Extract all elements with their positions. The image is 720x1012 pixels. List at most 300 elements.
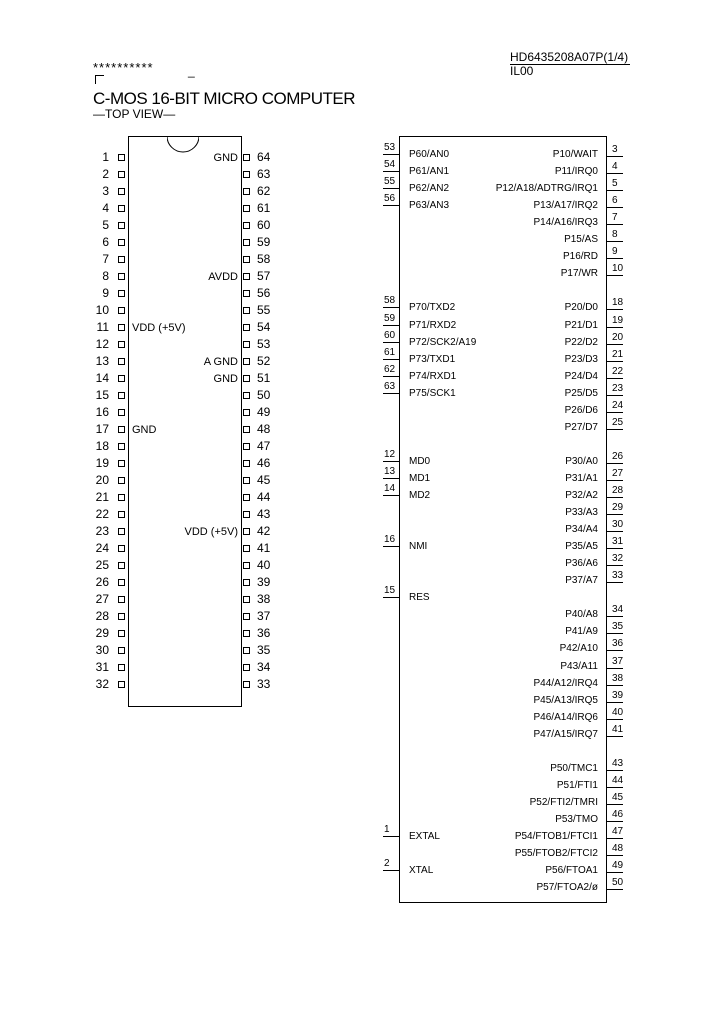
qfp-signal-label: P57/FTOA2/ø bbox=[536, 882, 598, 894]
dip-pin-pad bbox=[118, 154, 125, 161]
qfp-pin-lead bbox=[607, 429, 623, 430]
qfp-pin-number: 25 bbox=[612, 416, 624, 428]
page-title: C-MOS 16-BIT MICRO COMPUTER bbox=[93, 89, 355, 108]
dip-pin-number: 30 bbox=[95, 643, 109, 657]
dip-pin-pad bbox=[243, 273, 250, 280]
header-tick: _ bbox=[188, 64, 195, 78]
dip-pin-number: 54 bbox=[257, 320, 271, 334]
qfp-signal-label: P34/A4 bbox=[565, 524, 598, 536]
qfp-pin-number: 38 bbox=[612, 672, 624, 684]
qfp-pin-number: 39 bbox=[612, 689, 624, 701]
dip-pin-number: 63 bbox=[257, 167, 271, 181]
qfp-signal-label: P60/AN0 bbox=[409, 149, 450, 160]
dip-pin-number: 11 bbox=[96, 320, 109, 334]
dip-pin-number: 56 bbox=[257, 286, 271, 300]
qfp-pin-lead bbox=[607, 224, 623, 225]
dip-pin-number: 48 bbox=[257, 422, 271, 436]
dip-pin-number: 31 bbox=[95, 660, 109, 674]
dip-pin-pad bbox=[243, 171, 250, 178]
qfp-pin-lead bbox=[383, 342, 399, 343]
dip-pin-number: 38 bbox=[257, 592, 271, 606]
qfp-pin-lead bbox=[607, 633, 623, 634]
qfp-signal-label: P47/A15/IRQ7 bbox=[533, 728, 598, 740]
dip-pin-number: 39 bbox=[257, 575, 271, 589]
qfp-signal-label: P24/D4 bbox=[564, 370, 598, 382]
qfp-signal-label: P53/TMO bbox=[555, 813, 598, 825]
qfp-pin-number: 16 bbox=[384, 534, 396, 546]
qfp-pin-lead bbox=[607, 889, 623, 890]
dip-pin-label: AVDD bbox=[208, 271, 238, 283]
qfp-signal-label: RES bbox=[409, 592, 430, 604]
qfp-pin-lead bbox=[607, 241, 623, 242]
dip-pin-number: 20 bbox=[95, 473, 109, 487]
dip-notch-icon bbox=[167, 130, 199, 156]
qfp-pin-lead bbox=[607, 582, 623, 583]
qfp-pin-number: 32 bbox=[612, 553, 624, 565]
qfp-pin-number: 31 bbox=[612, 536, 624, 548]
qfp-pin-number: 3 bbox=[612, 144, 618, 155]
qfp-signal-label: MD1 bbox=[409, 472, 431, 484]
dip-pin-number: 49 bbox=[257, 405, 271, 419]
qfp-signal-label: P20/D0 bbox=[564, 302, 598, 314]
dip-pin-pad bbox=[118, 681, 125, 688]
dip-pin-number: 15 bbox=[95, 388, 109, 402]
dip-pin-pad bbox=[243, 562, 250, 569]
dip-pin-pad bbox=[118, 171, 125, 178]
dip-package-body bbox=[128, 136, 242, 707]
qfp-pin-number: 37 bbox=[612, 655, 624, 667]
dip-pin-pad bbox=[118, 341, 125, 348]
qfp-pin-number: 53 bbox=[384, 142, 396, 153]
dip-pin-number: 64 bbox=[257, 150, 271, 164]
dip-pin-number: 58 bbox=[257, 252, 271, 266]
dip-pin-pad bbox=[243, 426, 250, 433]
qfp-pin-lead bbox=[607, 838, 623, 839]
dip-pin-label: VDD (+5V) bbox=[184, 526, 238, 538]
qfp-pin-lead bbox=[383, 376, 399, 377]
qfp-pin-lead bbox=[607, 548, 623, 549]
dip-pin-pad bbox=[118, 290, 125, 297]
qfp-pin-number: 13 bbox=[384, 465, 396, 477]
qfp-pin-lead bbox=[607, 855, 623, 856]
dip-pin-number: 19 bbox=[95, 456, 109, 470]
qfp-signal-label: MD0 bbox=[409, 455, 431, 467]
qfp-pin-lead bbox=[607, 497, 623, 498]
qfp-pin-lead bbox=[607, 565, 623, 566]
dip-pin-pad bbox=[243, 409, 250, 416]
qfp-pin-number: 22 bbox=[612, 365, 624, 377]
dip-pin-pad bbox=[118, 239, 125, 246]
dip-pin-pad bbox=[243, 375, 250, 382]
qfp-pin-number: 36 bbox=[612, 638, 624, 650]
dip-pin-number: 25 bbox=[95, 558, 109, 572]
dip-pin-pad bbox=[118, 273, 125, 280]
dip-pin-pad bbox=[118, 256, 125, 263]
dip-pin-number: 2 bbox=[102, 167, 109, 181]
qfp-pin-number: 18 bbox=[612, 297, 624, 309]
dip-pin-number: 14 bbox=[95, 371, 109, 385]
qfp-pin-number: 19 bbox=[612, 314, 624, 326]
dip-pin-number: 3 bbox=[102, 184, 109, 198]
qfp-pin-lead bbox=[383, 478, 399, 479]
dip-pin-number: 43 bbox=[257, 507, 271, 521]
dip-pin-pad bbox=[118, 324, 125, 331]
dip-pin-pad bbox=[243, 613, 250, 620]
dip-pin-pad bbox=[243, 341, 250, 348]
qfp-signal-label: P25/D5 bbox=[564, 387, 598, 399]
dip-pin-number: 28 bbox=[95, 609, 109, 623]
document-revision: IL00 bbox=[510, 64, 534, 78]
dip-pin-pad bbox=[243, 205, 250, 212]
dip-pin-pad bbox=[243, 528, 250, 535]
dip-pin-pad bbox=[118, 460, 125, 467]
qfp-signal-label: P43/A11 bbox=[560, 660, 598, 672]
qfp-pin-lead bbox=[383, 154, 399, 155]
qfp-pin-lead bbox=[607, 463, 623, 464]
qfp-signal-label: P63/AN3 bbox=[409, 200, 450, 212]
dip-pin-number: 13 bbox=[95, 354, 109, 368]
qfp-pin-number: 50 bbox=[612, 877, 624, 889]
dip-pin-number: 33 bbox=[257, 677, 271, 691]
qfp-signal-label: P61/AN1 bbox=[409, 166, 450, 178]
qfp-pin-number: 14 bbox=[384, 483, 396, 494]
qfp-pin-number: 46 bbox=[612, 808, 624, 820]
qfp-pin-number: 30 bbox=[612, 519, 624, 531]
dip-pin-pad bbox=[243, 460, 250, 467]
qfp-pin-number: 40 bbox=[612, 706, 624, 718]
qfp-pin-number: 33 bbox=[612, 570, 624, 582]
dip-pin-pad bbox=[243, 239, 250, 246]
dip-pin-number: 7 bbox=[102, 252, 109, 266]
qfp-signal-label: P14/A16/IRQ3 bbox=[533, 217, 598, 229]
dip-pin-number: 26 bbox=[95, 575, 109, 589]
dip-pin-number: 35 bbox=[257, 643, 271, 657]
qfp-pin-number: 26 bbox=[612, 450, 624, 462]
qfp-pin-lead bbox=[607, 770, 623, 771]
dip-pin-number: 22 bbox=[95, 507, 109, 521]
dip-pin-pad bbox=[243, 307, 250, 314]
qfp-signal-label: P37/A7 bbox=[565, 575, 598, 587]
dip-pin-label: GND bbox=[132, 424, 157, 436]
qfp-pin-number: 9 bbox=[612, 246, 618, 258]
qfp-pin-lead bbox=[607, 361, 623, 362]
qfp-pin-number: 1 bbox=[384, 824, 390, 835]
dip-pin-number: 55 bbox=[257, 303, 271, 317]
qfp-pin-number: 44 bbox=[612, 774, 624, 786]
dip-pin-pad bbox=[243, 664, 250, 671]
dip-pin-number: 45 bbox=[257, 473, 271, 487]
qfp-pin-number: 62 bbox=[384, 363, 396, 375]
qfp-pin-number: 58 bbox=[384, 295, 396, 307]
qfp-signal-label: P44/A12/IRQ4 bbox=[533, 677, 598, 689]
qfp-pin-lead bbox=[607, 344, 623, 345]
qfp-pin-lead bbox=[607, 173, 623, 174]
dip-pin-number: 16 bbox=[95, 405, 109, 419]
qfp-pin-lead bbox=[383, 359, 399, 360]
dip-pin-pad bbox=[118, 562, 125, 569]
qfp-pin-lead bbox=[383, 171, 399, 172]
dip-pin-number: 37 bbox=[257, 609, 271, 623]
dip-pin-pad bbox=[118, 392, 125, 399]
qfp-signal-label: MD2 bbox=[409, 490, 431, 501]
qfp-pin-lead bbox=[607, 821, 623, 822]
qfp-pin-lead bbox=[607, 719, 623, 720]
qfp-pin-lead bbox=[383, 836, 399, 837]
qfp-signal-label: P36/A6 bbox=[565, 558, 598, 570]
dip-pin-number: 62 bbox=[257, 184, 271, 198]
qfp-signal-label: P41/A9 bbox=[565, 626, 598, 638]
dip-pin-number: 40 bbox=[257, 558, 271, 572]
qfp-pin-number: 10 bbox=[612, 263, 624, 275]
qfp-pin-number: 28 bbox=[612, 485, 624, 496]
corner-mark bbox=[95, 75, 104, 84]
qfp-pin-lead bbox=[607, 190, 623, 191]
qfp-pin-lead bbox=[383, 461, 399, 462]
dip-pin-number: 46 bbox=[257, 456, 271, 470]
qfp-pin-lead bbox=[607, 514, 623, 515]
page-subtitle: —TOP VIEW— bbox=[93, 107, 176, 121]
qfp-signal-label: P15/AS bbox=[564, 234, 598, 246]
dip-pin-pad bbox=[243, 494, 250, 501]
dip-pin-number: 27 bbox=[95, 592, 109, 606]
qfp-pin-lead bbox=[607, 480, 623, 481]
dip-pin-pad bbox=[118, 579, 125, 586]
qfp-pin-lead bbox=[607, 309, 623, 310]
dip-pin-number: 50 bbox=[257, 388, 271, 402]
dip-pin-pad bbox=[118, 647, 125, 654]
dip-pin-pad bbox=[243, 477, 250, 484]
qfp-signal-label: P13/A17/IRQ2 bbox=[533, 200, 598, 212]
qfp-pin-number: 56 bbox=[384, 193, 396, 205]
qfp-signal-label: P30/A0 bbox=[565, 455, 598, 467]
qfp-signal-label: P50/TMC1 bbox=[550, 762, 598, 774]
dip-pin-number: 61 bbox=[257, 201, 271, 215]
qfp-signal-label: XTAL bbox=[409, 865, 434, 877]
dip-pin-label: GND bbox=[213, 373, 238, 385]
qfp-pin-lead bbox=[607, 685, 623, 686]
dip-pin-number: 47 bbox=[257, 439, 271, 453]
qfp-pin-lead bbox=[607, 650, 623, 651]
qfp-pin-number: 5 bbox=[612, 178, 618, 190]
dip-pin-pad bbox=[243, 324, 250, 331]
qfp-pin-number: 59 bbox=[384, 312, 396, 324]
dip-pin-pad bbox=[118, 630, 125, 637]
qfp-pin-number: 63 bbox=[384, 380, 396, 392]
dip-pin-number: 4 bbox=[102, 201, 109, 215]
dip-pin-number: 5 bbox=[102, 218, 109, 232]
qfp-pin-lead bbox=[607, 616, 623, 617]
dip-pin-number: 10 bbox=[95, 303, 109, 317]
qfp-pin-number: 27 bbox=[612, 467, 624, 479]
dip-pin-pad bbox=[118, 443, 125, 450]
dip-pin-label: GND bbox=[213, 152, 238, 164]
qfp-pin-lead bbox=[607, 207, 623, 208]
dip-pin-pad bbox=[118, 188, 125, 195]
qfp-pin-number: 60 bbox=[384, 329, 396, 341]
qfp-pin-lead bbox=[607, 736, 623, 737]
dip-pin-pad bbox=[243, 511, 250, 518]
qfp-signal-label: P51/FTI1 bbox=[556, 779, 598, 791]
dip-pin-label: A GND bbox=[203, 356, 238, 368]
qfp-signal-label: P33/A3 bbox=[565, 507, 598, 519]
qfp-pin-number: 55 bbox=[384, 176, 396, 188]
dip-pin-pad bbox=[243, 579, 250, 586]
dip-pin-pad bbox=[243, 392, 250, 399]
qfp-pin-number: 15 bbox=[384, 585, 396, 597]
dip-pin-number: 59 bbox=[257, 235, 271, 249]
dip-pin-number: 44 bbox=[257, 490, 271, 504]
qfp-signal-label: P27/D7 bbox=[564, 421, 598, 433]
qfp-pin-lead bbox=[607, 275, 623, 276]
dip-pin-number: 6 bbox=[102, 235, 109, 249]
dip-pin-number: 32 bbox=[95, 677, 109, 691]
qfp-pin-lead bbox=[607, 327, 623, 328]
dip-pin-number: 60 bbox=[257, 218, 271, 232]
dip-pin-pad bbox=[118, 205, 125, 212]
qfp-signal-label: P40/A8 bbox=[565, 609, 598, 621]
qfp-pin-lead bbox=[607, 378, 623, 379]
dip-pin-pad bbox=[243, 545, 250, 552]
qfp-pin-number: 23 bbox=[612, 382, 624, 394]
dip-pin-number: 29 bbox=[95, 626, 109, 640]
dip-pin-pad bbox=[243, 681, 250, 688]
dip-pin-number: 8 bbox=[102, 269, 109, 283]
dip-pin-number: 17 bbox=[95, 422, 109, 436]
qfp-signal-label: P16/RD bbox=[562, 251, 598, 263]
qfp-pin-number: 7 bbox=[612, 212, 618, 224]
dip-pin-number: 36 bbox=[257, 626, 271, 640]
qfp-signal-label: P52/FTI2/TMRI bbox=[529, 796, 598, 808]
qfp-signal-label: P46/A14/IRQ6 bbox=[533, 711, 598, 723]
qfp-pin-lead bbox=[383, 307, 399, 308]
qfp-pin-lead bbox=[607, 787, 623, 788]
qfp-signal-label: P54/FTOB1/FTCI1 bbox=[514, 831, 598, 842]
dip-pin-pad bbox=[118, 545, 125, 552]
qfp-pin-lead bbox=[607, 412, 623, 413]
qfp-pin-lead bbox=[383, 205, 399, 206]
qfp-pin-number: 34 bbox=[612, 604, 624, 616]
dip-pin-number: 1 bbox=[102, 150, 109, 164]
dip-pin-pad bbox=[118, 596, 125, 603]
qfp-signal-label: P21/D1 bbox=[564, 319, 598, 331]
qfp-pin-lead bbox=[383, 597, 399, 598]
dip-pin-pad bbox=[243, 154, 250, 161]
dip-pin-pad bbox=[243, 647, 250, 654]
qfp-pin-lead bbox=[607, 872, 623, 873]
qfp-pin-number: 4 bbox=[612, 161, 618, 173]
dip-pin-pad bbox=[118, 222, 125, 229]
dip-pin-pad bbox=[243, 630, 250, 637]
dip-pin-pad bbox=[118, 307, 125, 314]
dip-pin-pad bbox=[243, 358, 250, 365]
dip-pin-pad bbox=[118, 477, 125, 484]
qfp-pin-number: 45 bbox=[612, 791, 624, 803]
qfp-pin-number: 21 bbox=[612, 348, 624, 360]
qfp-pin-lead bbox=[607, 668, 623, 669]
qfp-signal-label: P55/FTOB2/FTCI2 bbox=[514, 848, 598, 860]
qfp-signal-label: P75/SCK1 bbox=[409, 387, 456, 399]
qfp-pin-lead bbox=[607, 156, 623, 157]
qfp-pin-number: 49 bbox=[612, 860, 624, 872]
dip-pin-number: 18 bbox=[95, 439, 109, 453]
dip-pin-label: VDD (+5V) bbox=[132, 322, 186, 334]
dip-pin-pad bbox=[243, 596, 250, 603]
qfp-signal-label: P26/D6 bbox=[564, 404, 598, 416]
dip-pin-pad bbox=[118, 426, 125, 433]
qfp-pin-number: 2 bbox=[384, 858, 390, 870]
dip-pin-number: 52 bbox=[257, 354, 271, 368]
dip-pin-number: 12 bbox=[95, 337, 109, 351]
dip-pin-pad bbox=[118, 613, 125, 620]
qfp-signal-label: P73/TXD1 bbox=[409, 353, 456, 365]
qfp-signal-label: P72/SCK2/A19 bbox=[409, 336, 477, 348]
qfp-signal-label: P31/A1 bbox=[565, 472, 598, 484]
qfp-pin-number: 24 bbox=[612, 399, 624, 411]
dip-pin-pad bbox=[243, 222, 250, 229]
dip-pin-number: 9 bbox=[102, 286, 109, 300]
dip-pin-pad bbox=[243, 290, 250, 297]
qfp-signal-label: P32/A2 bbox=[565, 490, 598, 501]
qfp-pin-number: 35 bbox=[612, 621, 624, 633]
dip-pin-number: 21 bbox=[95, 490, 109, 504]
qfp-pin-number: 43 bbox=[612, 757, 624, 769]
masked-part-number: ********** bbox=[93, 60, 154, 75]
document-code: HD6435208A07P(1/4) bbox=[510, 50, 629, 64]
qfp-pin-lead bbox=[607, 258, 623, 259]
dip-pin-number: 34 bbox=[257, 660, 271, 674]
dip-pin-pad bbox=[118, 511, 125, 518]
qfp-pin-lead bbox=[383, 546, 399, 547]
qfp-pin-number: 47 bbox=[612, 826, 624, 837]
qfp-signal-label: P74/RXD1 bbox=[409, 370, 457, 382]
qfp-signal-label: P22/D2 bbox=[564, 336, 598, 348]
qfp-pin-number: 29 bbox=[612, 502, 624, 514]
qfp-pin-lead bbox=[383, 393, 399, 394]
dip-pin-number: 41 bbox=[257, 541, 271, 555]
qfp-signal-label: P17/WR bbox=[560, 268, 598, 280]
qfp-pin-lead bbox=[607, 531, 623, 532]
qfp-pin-lead bbox=[607, 702, 623, 703]
dip-pin-pad bbox=[243, 256, 250, 263]
qfp-pin-number: 8 bbox=[612, 229, 618, 241]
qfp-pin-number: 48 bbox=[612, 843, 624, 855]
qfp-signal-label: P71/RXD2 bbox=[409, 319, 457, 331]
qfp-pin-lead bbox=[383, 325, 399, 326]
qfp-pin-number: 54 bbox=[384, 159, 396, 171]
qfp-signal-label: P35/A5 bbox=[565, 541, 598, 553]
qfp-pin-lead bbox=[383, 495, 399, 496]
dip-pin-number: 42 bbox=[257, 524, 271, 538]
dip-pin-pad bbox=[118, 358, 125, 365]
qfp-pin-number: 61 bbox=[384, 346, 396, 358]
dip-pin-pad bbox=[118, 664, 125, 671]
qfp-pin-number: 20 bbox=[612, 331, 624, 343]
dip-pin-number: 53 bbox=[257, 337, 271, 351]
qfp-signal-label: P42/A10 bbox=[559, 643, 598, 655]
dip-pin-pad bbox=[243, 443, 250, 450]
qfp-signal-label: P62/AN2 bbox=[409, 183, 450, 195]
dip-pin-pad bbox=[118, 375, 125, 382]
dip-pin-pad bbox=[118, 409, 125, 416]
qfp-signal-label: P45/A13/IRQ5 bbox=[533, 694, 598, 706]
qfp-pin-lead bbox=[383, 188, 399, 189]
dip-pin-pad bbox=[118, 528, 125, 535]
qfp-signal-label: P70/TXD2 bbox=[409, 302, 456, 314]
qfp-pin-lead bbox=[383, 870, 399, 871]
qfp-signal-label: P10/WAIT bbox=[552, 149, 598, 160]
qfp-pin-lead bbox=[607, 804, 623, 805]
dip-pin-pad bbox=[243, 188, 250, 195]
